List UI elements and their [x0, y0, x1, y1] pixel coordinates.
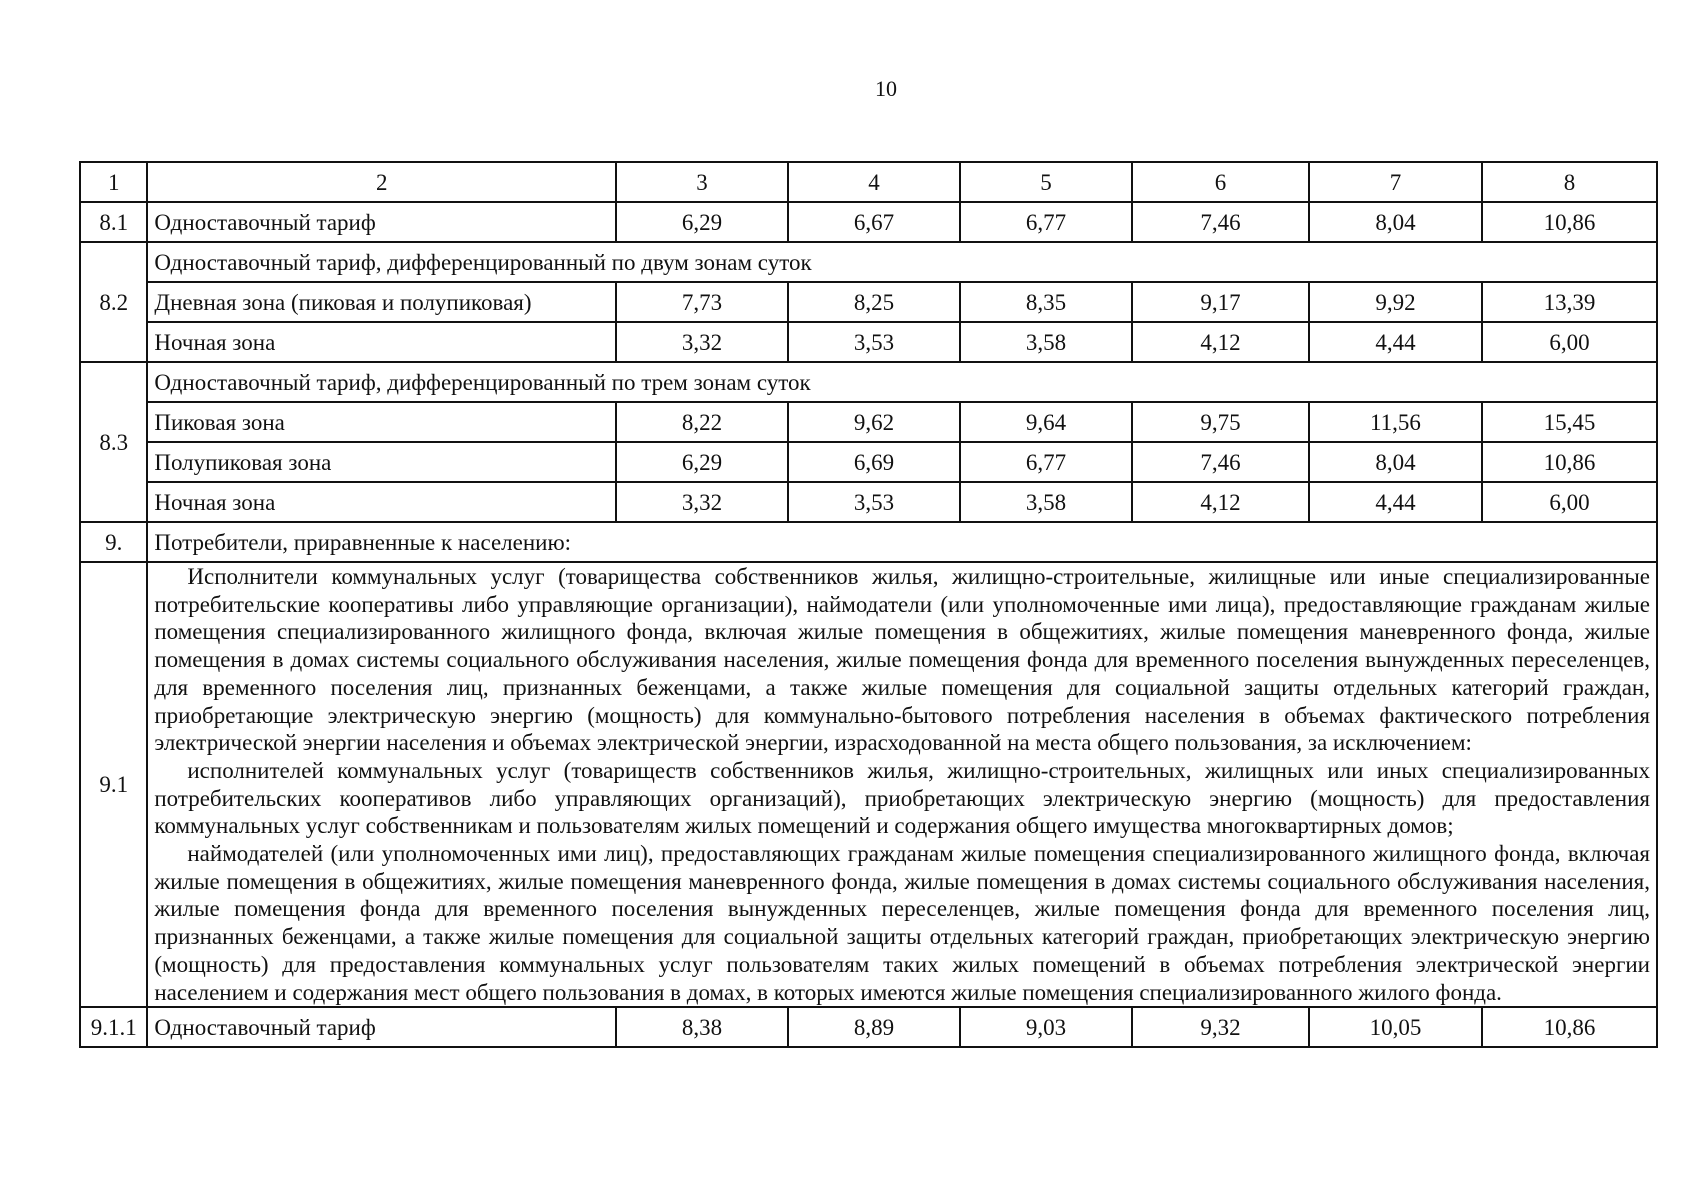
table-row-9-1: [80, 562, 1657, 1007]
row-name: Одноставочный тариф: [147, 1007, 616, 1047]
row-name: Ночная зона: [147, 482, 616, 522]
tariff-value: 4,12: [1132, 482, 1309, 522]
tariff-value: 8,89: [788, 1007, 960, 1047]
table-row-8-1: [80, 202, 1657, 242]
tariff-value: 9,17: [1132, 282, 1309, 322]
tariff-value: 4,44: [1309, 482, 1482, 522]
description-paragraph: наймодателей (или уполномоченных ими лиц), предоставляющих гражданам жилые помещения специализированного жилищного фонда, включая жилые помещения в общежитиях, жилые помещения маневренного фонда, жилые помещения в домах системы социального обслуживания населения, жилые помещения фонда для временного поселения вынужденных переселенцев, жилые помещения фонда для временного поселения лиц, признанных беженцами, а также жилые помещения для социальной защиты отдельных категорий граждан, приобретающих электрическую энергию (мощность) для предоставления коммунальных услуг пользователям таких жилых помещений в объемах потребления электрической энергии населением и содержания мест общего пользования в домах, в которых имеются жилые помещения специализированного жилого фонда.: [154, 841, 1650, 1005]
row-number: 9.1: [80, 562, 147, 1007]
tariff-value: 6,69: [788, 442, 960, 482]
table-row-9-1-1: [80, 1007, 1657, 1047]
table-row-8-3-night: [80, 482, 1657, 522]
tariff-value: 9,92: [1309, 282, 1482, 322]
table-row-8-3-peak: [80, 402, 1657, 442]
tariff-value: 10,86: [1482, 442, 1657, 482]
tariff-value: 4,12: [1132, 322, 1309, 362]
row-group-title: Одноставочный тариф, дифференцированный по двум зонам суток: [147, 242, 1657, 282]
row-number: 8.3: [80, 362, 147, 522]
table-header-row: [80, 162, 1657, 202]
tariff-value: 3,58: [960, 322, 1132, 362]
tariff-value: 6,00: [1482, 482, 1657, 522]
tariff-value: 13,39: [1482, 282, 1657, 322]
row-description: [147, 562, 1657, 1007]
tariff-value: 8,35: [960, 282, 1132, 322]
tariff-value: 8,22: [616, 402, 788, 442]
tariff-value: 3,32: [616, 322, 788, 362]
tariff-value: 10,05: [1309, 1007, 1482, 1047]
tariff-value: 6,77: [960, 202, 1132, 242]
row-number: 9.1.1: [80, 1007, 147, 1047]
tariff-value: 9,62: [788, 402, 960, 442]
tariff-value: 8,25: [788, 282, 960, 322]
row-number: 8.1: [80, 202, 147, 242]
tariff-value: 10,86: [1482, 1007, 1657, 1047]
tariff-value: 6,29: [616, 442, 788, 482]
header-cell: 7: [1309, 162, 1482, 202]
table-row-8-2-night: [80, 322, 1657, 362]
tariff-value: 8,04: [1309, 442, 1482, 482]
row-name: Ночная зона: [147, 322, 616, 362]
tariff-value: 9,75: [1132, 402, 1309, 442]
tariff-value: 3,32: [616, 482, 788, 522]
row-group-title: Одноставочный тариф, дифференцированный по трем зонам суток: [147, 362, 1657, 402]
tariff-value: 11,56: [1309, 402, 1482, 442]
header-cell: 8: [1482, 162, 1657, 202]
tariff-value: 9,32: [1132, 1007, 1309, 1047]
table-row-8-3-halfpeak: [80, 442, 1657, 482]
row-number: 8.2: [80, 242, 147, 362]
tariff-value: 7,46: [1132, 202, 1309, 242]
tariff-value: 4,44: [1309, 322, 1482, 362]
header-cell: 3: [616, 162, 788, 202]
row-name: Полупиковая зона: [147, 442, 616, 482]
header-cell: 2: [147, 162, 616, 202]
description-paragraph: Исполнители коммунальных услуг (товарищества собственников жилья, жилищно-строительные, жилищные или иные специализированные потребительские кооперативы либо управляющие организации), наймодатели (или уполномоченные ими лица), предоставляющие гражданам жилые помещения специализированного жилищного фонда, включая жилые помещения в общежитиях, жилые помещения маневренного фонда, жилые помещения в домах системы социального обслуживания населения, жилые помещения фонда для временного поселения вынужденных переселенцев, для временного поселения лиц, признанных беженцами, а также жилые помещения для социальной защиты отдельных категорий граждан, приобретающие электрическую энергию (мощность) для коммунально-бытового потребления населения в объемах фактического потребления электрической энергии населения и объемах электрической энергии, израсходованной на места общего пользования, за исключением:: [154, 564, 1650, 756]
row-name: Дневная зона (пиковая и полупиковая): [147, 282, 616, 322]
row-number: 9.: [80, 522, 147, 562]
tariff-value: 9,03: [960, 1007, 1132, 1047]
tariff-value: 3,53: [788, 482, 960, 522]
tariff-value: 15,45: [1482, 402, 1657, 442]
tariff-value: 3,53: [788, 322, 960, 362]
row-name: Одноставочный тариф: [147, 202, 616, 242]
tariff-value: 7,46: [1132, 442, 1309, 482]
table-row-8-3-title: [80, 362, 1657, 402]
tariff-value: 6,67: [788, 202, 960, 242]
tariff-value: 9,64: [960, 402, 1132, 442]
table-row-8-2-title: [80, 242, 1657, 282]
table-row-8-2-day: [80, 282, 1657, 322]
page-number: 10: [875, 76, 897, 101]
tariff-value: 8,04: [1309, 202, 1482, 242]
tariff-table: [79, 161, 1658, 1048]
tariff-value: 7,73: [616, 282, 788, 322]
header-cell: 1: [80, 162, 147, 202]
header-cell: 5: [960, 162, 1132, 202]
tariff-value: 6,77: [960, 442, 1132, 482]
header-cell: 4: [788, 162, 960, 202]
tariff-value: 6,00: [1482, 322, 1657, 362]
tariff-value: 6,29: [616, 202, 788, 242]
tariff-value: 8,38: [616, 1007, 788, 1047]
row-group-title: Потребители, приравненные к населению:: [147, 522, 1657, 562]
table-row-9: [80, 522, 1657, 562]
tariff-value: 3,58: [960, 482, 1132, 522]
tariff-value: 10,86: [1482, 202, 1657, 242]
description-paragraph: исполнителей коммунальных услуг (товариществ собственников жилья, жилищно-строительных, жилищных или иных специализированных потребительских кооперативов либо управляющих организаций), приобретающих электрическую энергию (мощность) для предоставления коммунальных услуг собственникам и пользователям жилых помещений и содержания общего имущества многоквартирных домов;: [154, 757, 1650, 839]
header-cell: 6: [1132, 162, 1309, 202]
row-name: Пиковая зона: [147, 402, 616, 442]
